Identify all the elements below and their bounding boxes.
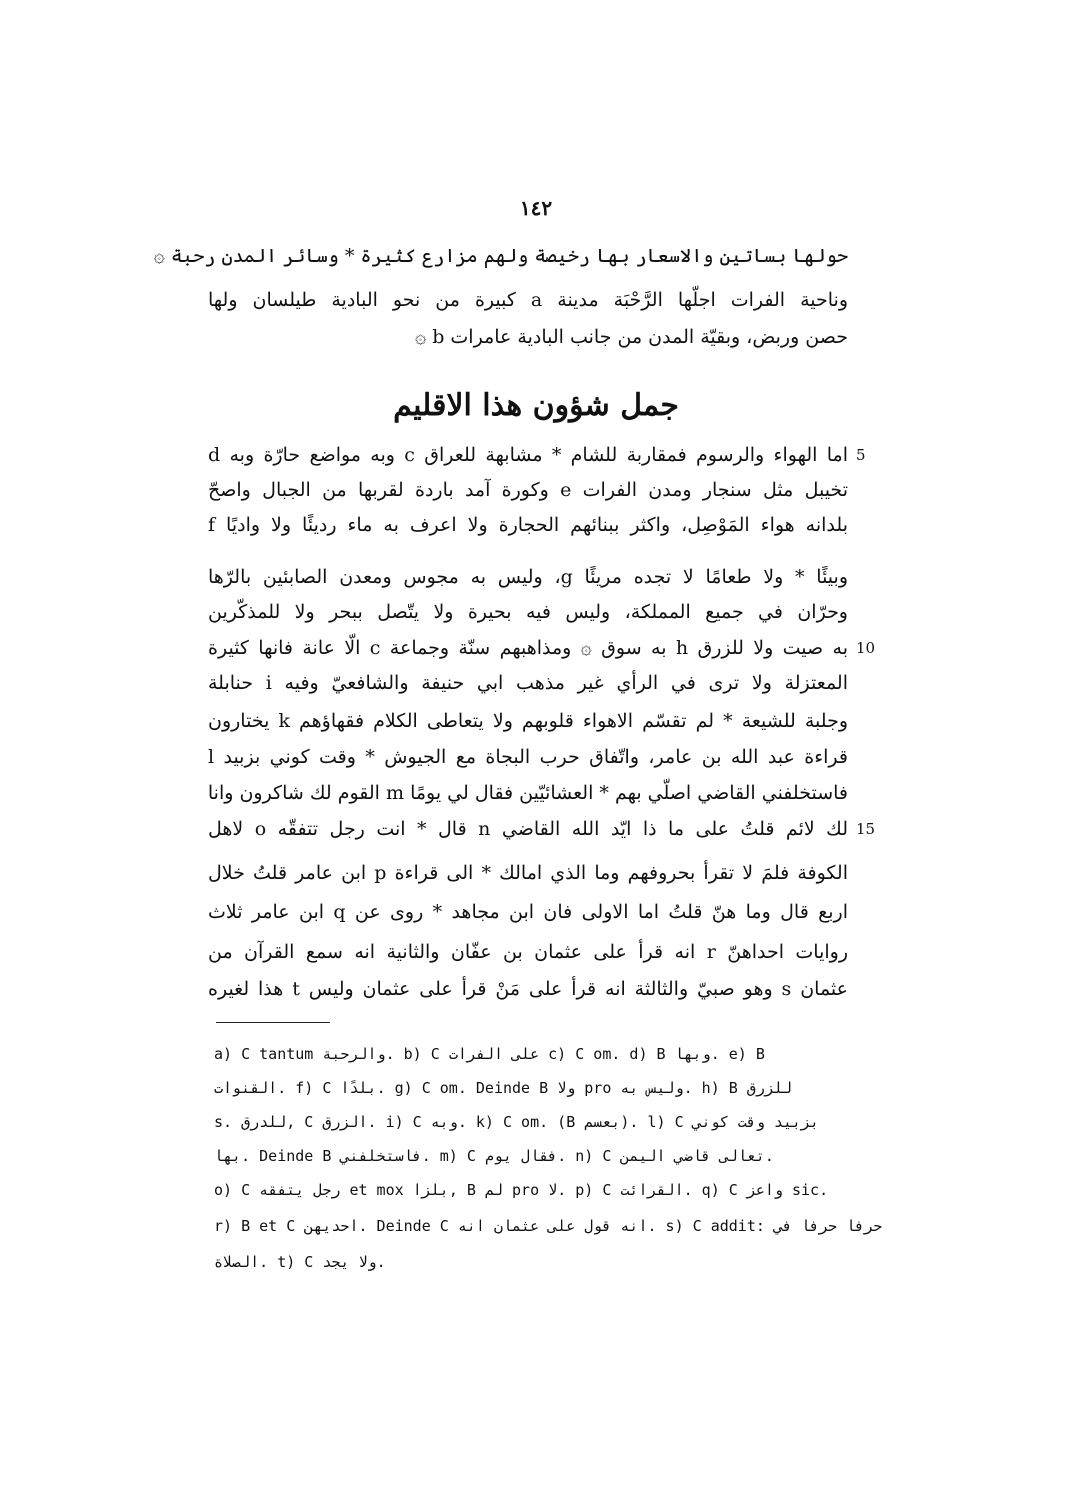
body-line: تخيبل مثل سنجار ومدن الفرات e وكورة آمد باردة لقربها من الجبال واصحّ	[208, 479, 848, 501]
body-line: فاستخلفني القاضي اصلّي بهم * العشائيّين فقال لي يومًا m القوم لك شاكرون وانا	[207, 782, 848, 804]
intro-line: حصن وربض، وبقيّة المدن من جانب البادية عامرات b ۞	[415, 326, 848, 348]
footnote-line: القنوات. f) C بلدًا. g) C om. Deinde B ولا pro وليس به. h) B للزرق	[214, 1079, 792, 1097]
footnote-line: o) C رجل يتفقه et mox بلزا, B لم pro لا. p) C القرائت. q) C واعز sic.	[214, 1181, 829, 1199]
body-line: اربع قال وما هنّ قلتُ اما الاولى فان ابن مجاهد * روى عن q ابن عامر ثلاث	[208, 901, 848, 923]
footnote-line: s. للدرق, C الزرق. i) C وبه. k) C om. (B بعسم). l) C بزبيد وقت كوني	[214, 1113, 820, 1131]
footnote-line: الصلاة. t) C ولا يجد.	[214, 1253, 386, 1271]
body-line: به صيت ولا للزرق h به سوق ۞ ومذاهبهم سنّة وجماعة c الّا عانة فانها كثيرة	[208, 637, 848, 659]
line-number: 10	[856, 639, 876, 657]
footnote-line: r) B et C احديهن. Deinde C انه قول على عثمان انه. s) C addit: حرفا حرفا في	[214, 1217, 883, 1235]
body-line: لك لائم قلتُ على ما ذا ايّد الله القاضي n قال * انت رجل تتفقّه o لاهل	[208, 818, 848, 840]
body-line: الكوفة فلمَ لا تقرأ بحروفهم وما الذي امالك * الى قراءة p ابن عامر قلتُ خلال	[208, 862, 848, 884]
footnote-line: بها. Deinde B فاستخلفني. m) C فقال يوم. n) C تعالى قاضي اليمن.	[214, 1147, 774, 1165]
body-line: وجلبة للشيعة * لم تقسّم الاهواء قلوبهم ولا يتعاطى الكلام فقهاؤهم k يختارون	[208, 710, 848, 732]
footnote-divider	[216, 1022, 330, 1023]
intro-line: وناحية الفرات اجلّها الرَّحْبَة مدينة a كبيرة من نحو البادية طيلسان ولها	[208, 289, 848, 311]
footnote-line: a) C tantum والرحبة. b) C على الفرات c) C om. d) B وبها. e) B	[214, 1045, 765, 1063]
line-number: 5	[856, 446, 866, 464]
body-line: عثمان s وهو صبيّ والثالثة انه قرأ على مَنْ قرأ على عثمان وليس t هذا لغيره	[208, 978, 849, 1000]
body-line: قراءة عبد الله بن عامر، واتّفاق حرب البجاة مع الجيوش * وقت كوني بزبيد l	[208, 746, 848, 768]
section-heading: جمل شؤون هذا الاقليم	[393, 388, 679, 423]
body-line: روايات احداهنّ r انه قرأ على عثمان بن عفّان والثانية انه سمع القرآن من	[208, 941, 849, 963]
body-line: وحرّان في جميع المملكة، وليس فيه بحيرة ولا يتّصل ببحر ولا للمذكّرين	[208, 601, 848, 623]
body-line: بلدانه هواء المَوْصِل، واكثر ببنائهم الحجارة ولا اعرف به ماء رديئًا ولا واديًا f	[208, 514, 848, 536]
intro-line: حولها بساتين والاسعار بها رخيصة ولهم مزارع كثيرة * وسائر المدن رحبة ۞	[153, 245, 848, 267]
page-number: ١٤٢	[519, 196, 553, 220]
body-line: المعتزلة ولا ترى في الرأي غير مذهب ابي حنيفة والشافعيّ وفيه i حنابلة	[208, 672, 848, 694]
body-line: اما الهواء والرسوم فمقاربة للشام * مشابهة للعراق c وبه مواضع حارّة وبه d	[208, 444, 848, 466]
line-number: 15	[856, 820, 876, 838]
body-line: وبيئًا * ولا طعامًا لا تجده مريئًا g، وليس به مجوس ومعدن الصابئين بالرّها	[208, 566, 848, 588]
